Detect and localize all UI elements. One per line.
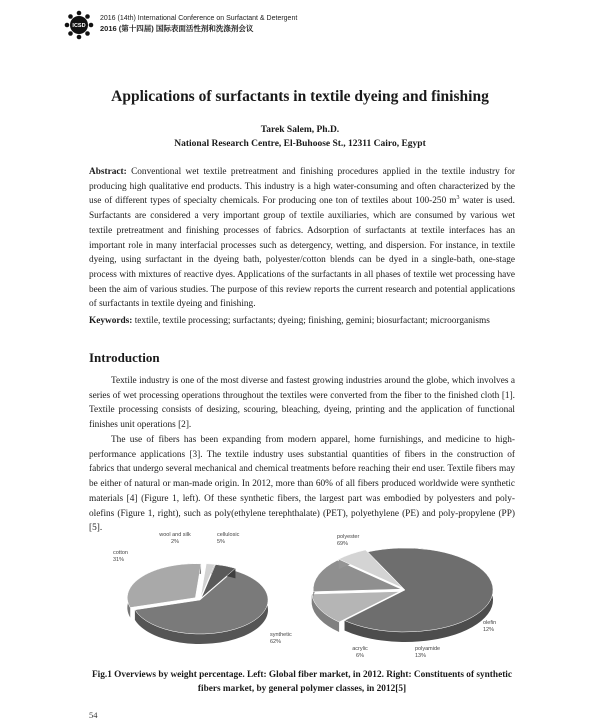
header-line-cn: 2016 (第十四届) 国际表面活性剂和洗涤剂会议	[100, 24, 254, 33]
pie-label-polyester: polyester 69%	[337, 534, 360, 547]
header-line-en: 2016 (14th) International Conference on Surfactant & Detergent	[100, 15, 298, 22]
abstract-superscript: 3	[456, 195, 460, 202]
keywords-text: textile, textile processing; surfactants; dyeing; finishing, gemini; biosurfactant; microorganisms	[132, 316, 490, 326]
keywords-label: Keywords:	[89, 316, 133, 326]
pie-label-wool-and-silk: wool and silk 2%	[159, 532, 191, 545]
page-number: 54	[89, 710, 98, 720]
intro-paragraph-2: The use of fibers has been expanding from modern apparel, home furnishings, and medicine to high-performance applications [3]. The textile industry uses substantial quantities of fibers in the construction of fabrics that undergo several mechanical and chemical treatments before reaching their end user. Textile fibers may be either of natural or man-made origin. In 2012, more than 60% of all fibers produced worldwide were synthetic materials [4] (Figure 1, left). Of these synthetic fibers, the largest part was embodied by polyesters and poly-olefins (Figure 1, right), such as poly(ethylene terephthalate) (PET), polyethylene (PE) and poly-propylene (PP)[5].	[89, 435, 515, 534]
keywords	[89, 314, 515, 329]
abstract-text-b: water is used. Surfactants are considered a very important group of textile auxiliaries, which are consumed by various wet textile pretreatment and finishing processes of fabrics. Adsorption of surfactants at textile interfaces has an important role in many interfacial processes such as detergency, wetting, and dispersion. For instance, in textile dyeing, using surfactant in the dyeing bath, polyester/cotton blends can be dyed in a single-bath, one-stage process with mixtures of reactive dyes. Applications of the surfactants in all phases of textile wet processing have been the aim of various studies. The purpose of this review reports the current research and potential applications of surfactants in textile dyeing and finishing.	[89, 196, 515, 310]
header-text	[100, 14, 297, 34]
pie-chart-synthetic-fibers	[312, 534, 496, 659]
abstract	[89, 165, 515, 312]
conference-logo	[64, 10, 94, 40]
pie-slice-cotton	[127, 564, 201, 608]
conference-header	[64, 10, 544, 40]
author-affiliation: National Research Centre, El-Buhoose St., 12311 Cairo, Egypt	[174, 139, 426, 149]
author-name: Tarek Salem, Ph.D.	[260, 125, 340, 135]
section-heading-introduction: Introduction	[89, 350, 160, 365]
pie-chart-global-fiber-market	[113, 532, 292, 645]
pie-label-synthetic: synthetic 62%	[270, 632, 292, 645]
abstract-label: Abstract:	[89, 167, 127, 177]
intro-paragraph-1: Textile industry is one of the most diverse and fastest growing industries around the globe, which involves a series of wet processing operations throughout the textiles were converted from the fiber to the finished cloth [1]. Textile processing consists of desizing, scouring, bleaching, dyeing, printing and the application of functional finishes unit operations [2].	[89, 376, 515, 431]
pie-label-olefin: olefin 12%	[483, 620, 497, 633]
pie-label-cellulosic: cellulosic 5%	[217, 532, 240, 545]
abstract-text-a: Conventional wet textile pretreatment and finishing procedures applied in the textile industry for producing high qualitative end products. This industry is a high water-consuming and often characterized by the use of different types of specialty chemicals. For producing one ton of textiles about 100-250 m	[89, 167, 515, 207]
pie-label-acrylic: acrylic 6%	[352, 646, 368, 659]
logo-text: ICSD	[72, 23, 86, 30]
paper-title: Applications of surfactants in textile dyeing and finishing	[111, 88, 489, 105]
figure-1-pie-charts	[105, 532, 525, 662]
figure-caption: Fig.1 Overviews by weight percentage. Left: Global fiber market, in 2012. Right: Constituents of synthetic fibers market, by general polymer classes, in 2012[5]	[91, 670, 513, 694]
pie-label-cotton: cotton 31%	[113, 550, 128, 563]
pie-label-polyamide: polyamide 13%	[415, 646, 441, 659]
